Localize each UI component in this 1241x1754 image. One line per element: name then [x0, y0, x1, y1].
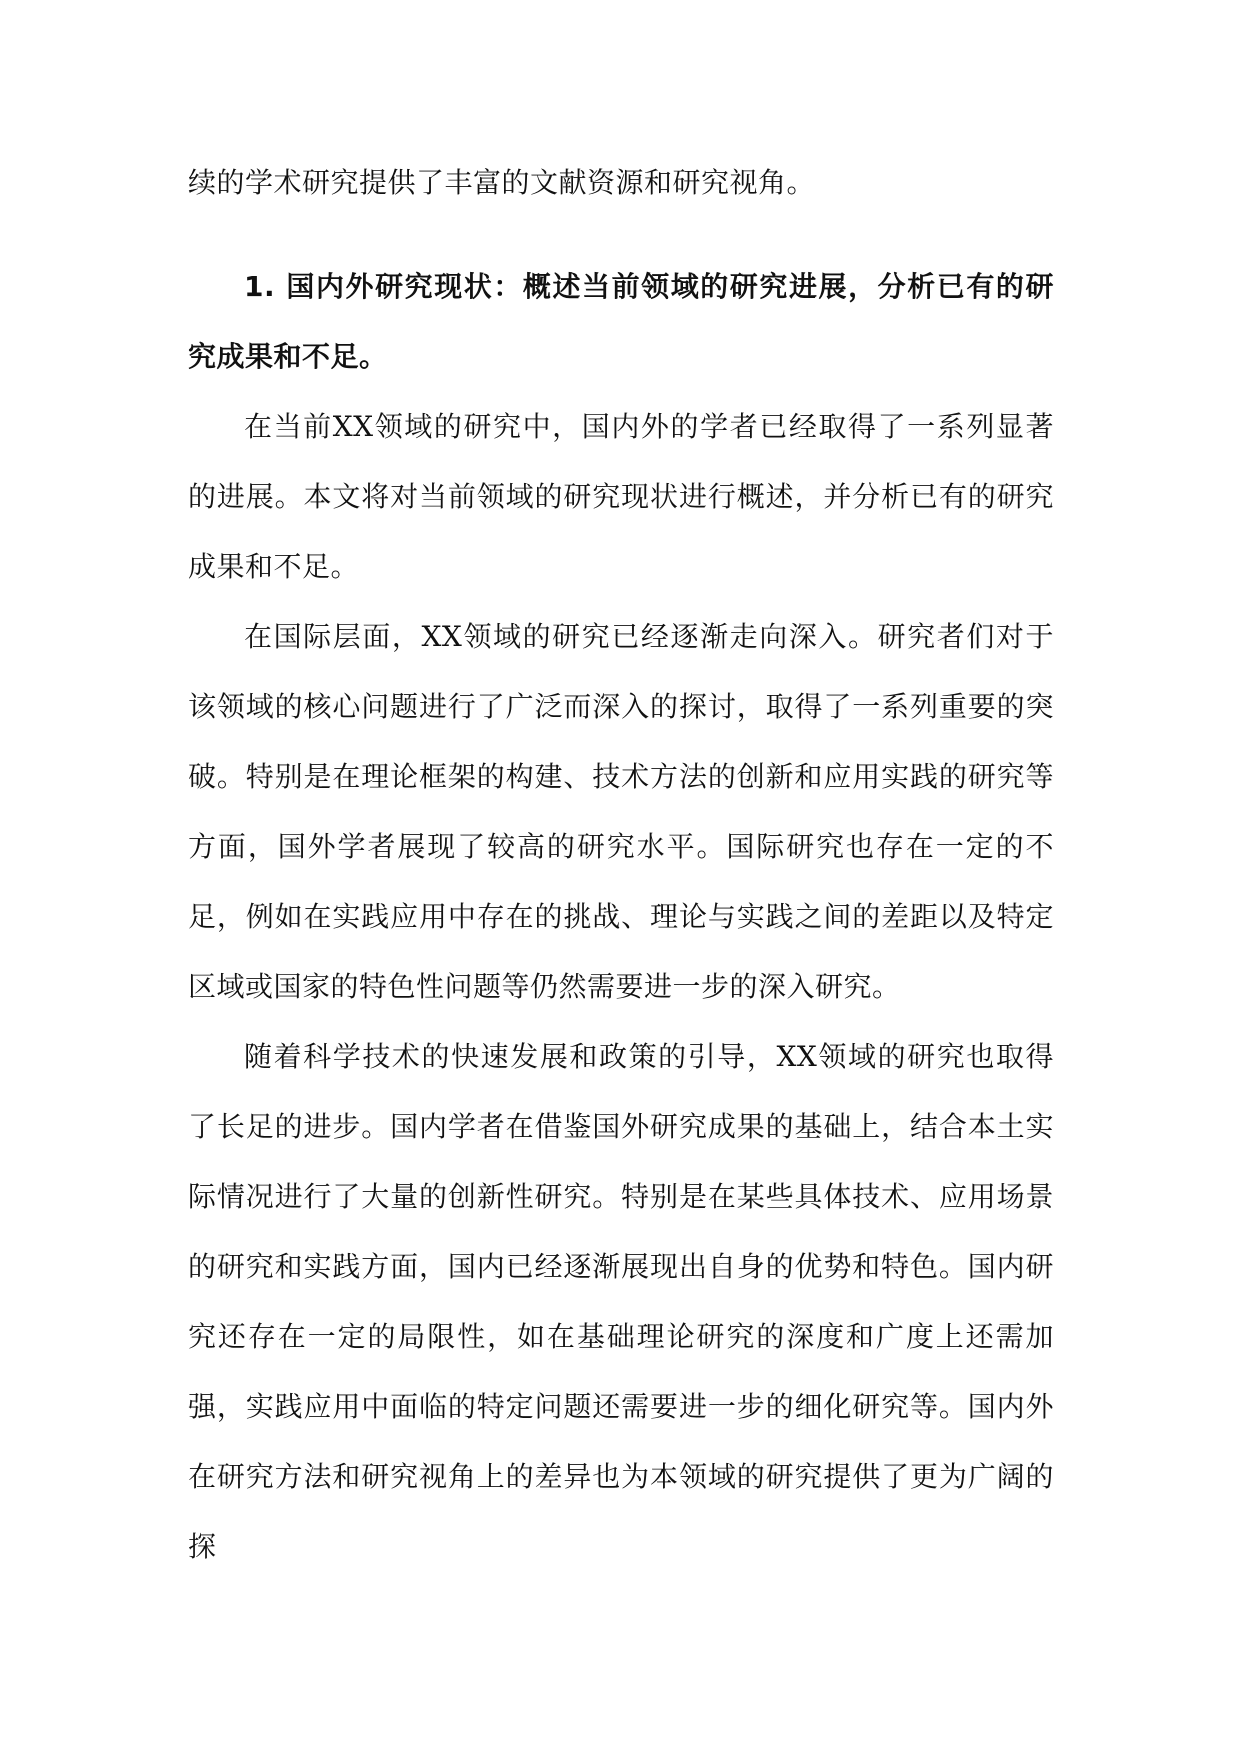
paragraph-continued: 续的学术研究提供了丰富的文献资源和研究视角。 [188, 166, 816, 199]
paragraph-domestic: 随着科学技术的快速发展和政策的引导，XX领域的研究也取得了长足的进步。国内学者在借鉴国外研究成果的基础上，结合本土实际情况进行了大量的创新性研究。特别是在某些具体技术、应用场景的研究和实践方面，国内已经逐渐展现出自身的优势和特色。国内研究还存在一定的局限性，如在基础理论研究的深度和广度上还需加强，实践应用中面临的特定问题还需要进一步的细化研究等。国内外在研究方法和研究视角上的差异也为本领域的研究提供了更为广阔的探 [188, 1040, 1054, 1563]
paragraph-overview: 在当前XX领域的研究中，国内外的学者已经取得了一系列显著的进展。本文将对当前领域的研究现状进行概述，并分析已有的研究成果和不足。 [188, 410, 1054, 583]
document-body [188, 148, 1054, 1582]
paragraph-international: 在国际层面，XX领域的研究已经逐渐走向深入。研究者们对于该领域的核心问题进行了广泛而深入的探讨，取得了一系列重要的突破。特别是在理论框架的构建、技术方法的创新和应用实践的研究等方面，国外学者展现了较高的研究水平。国际研究也存在一定的不足，例如在实践应用中存在的挑战、理论与实践之间的差距以及特定区域或国家的特色性问题等仍然需要进一步的深入研究。 [188, 620, 1054, 1003]
section-heading: 1. 国内外研究现状：概述当前领域的研究进展，分析已有的研究成果和不足。 [188, 270, 1054, 373]
